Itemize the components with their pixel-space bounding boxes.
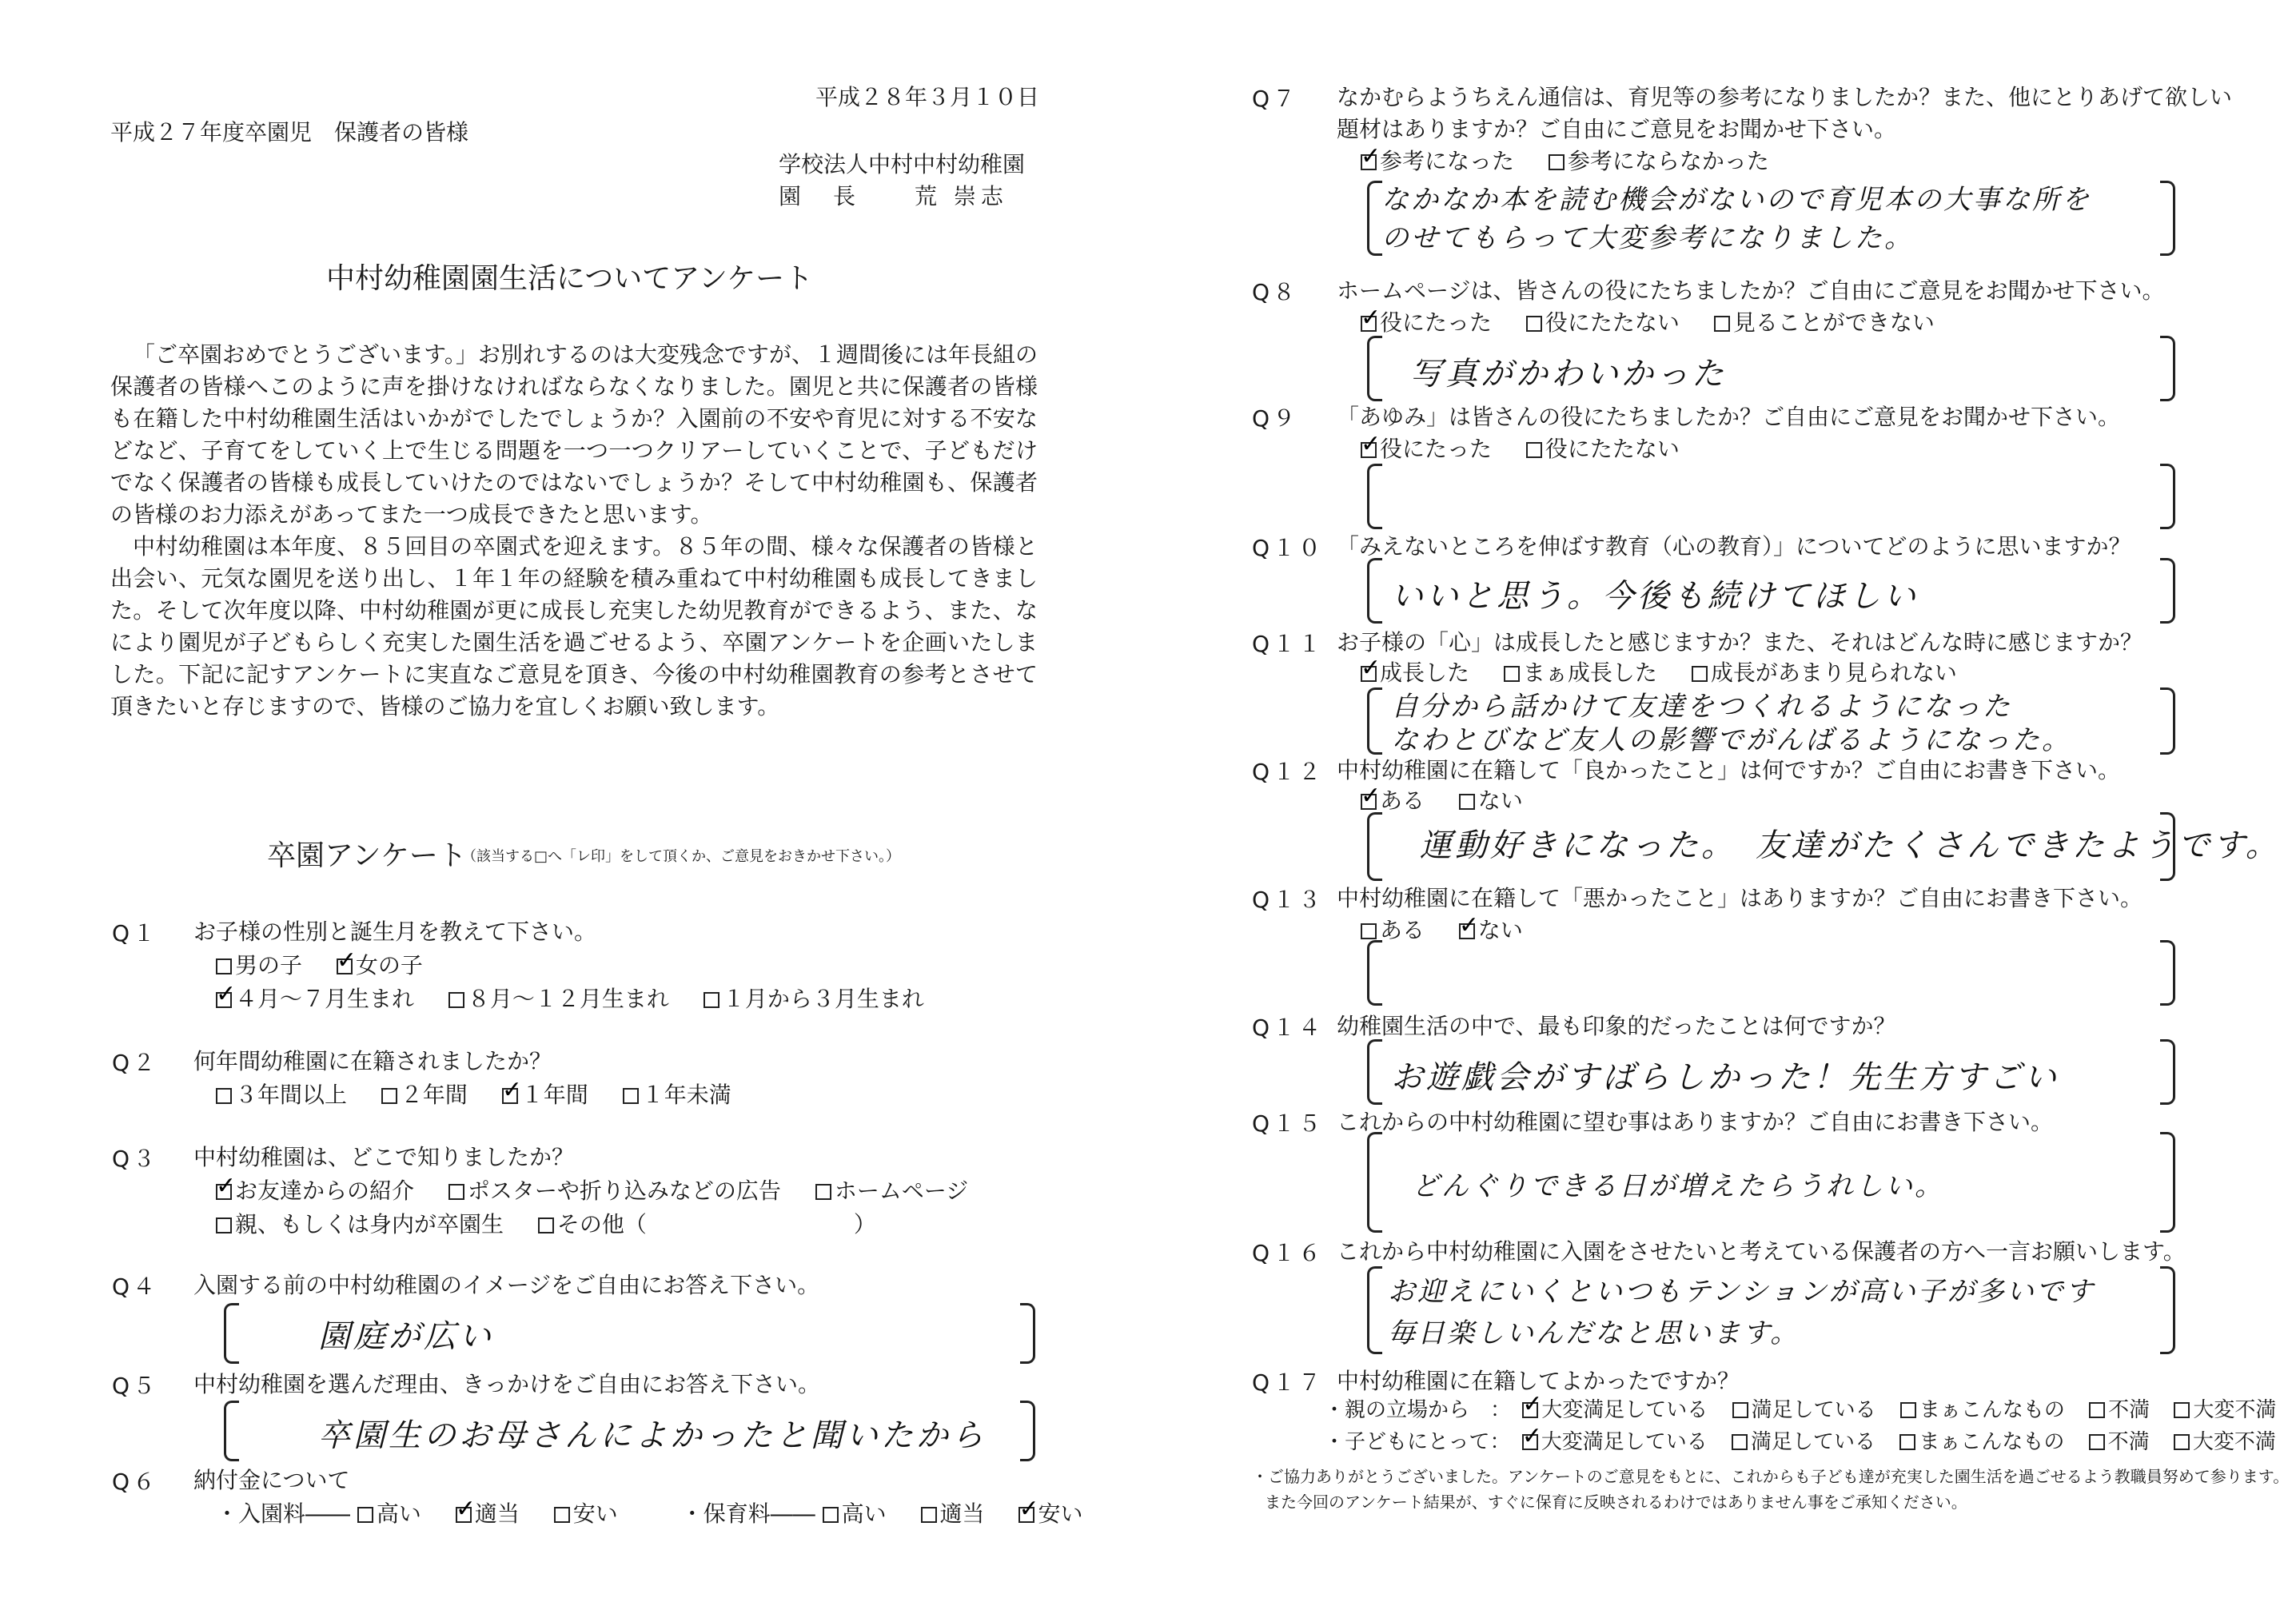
question-number: Q１６ xyxy=(1252,1240,1325,1266)
handwritten-answer: 園庭が広い xyxy=(318,1318,494,1355)
checkbox[interactable] xyxy=(1526,442,1542,458)
checkbox-checked[interactable] xyxy=(1361,666,1377,682)
question-text: 「みえないところを伸ばす教育（心の教育）」についてどのように思いますか？ xyxy=(1337,533,2131,560)
question-number: Q１０ xyxy=(1252,535,1325,561)
question-text: これからの中村幼稚園に望む事はありますか？ご自由にお書き下さい。 xyxy=(1337,1109,2054,1135)
question-text: これから中村幼稚園に入園をさせたいと考えている保護者の方へ一言お願いします。 xyxy=(1337,1238,2186,1265)
q17-parent-row: ・親の立場から ： ✓ 大変満足している 満足している まぁこんなもの 不満 大変不満 xyxy=(1324,1396,2276,1425)
q1-options-gender: 男の子 ✓ 女の子 xyxy=(216,950,450,982)
question-text: お子様の性別と誕生月を教えて下さい。 xyxy=(193,919,597,945)
q3-options-row1: ✓お友達からの紹介 ポスターや折り込みなどの広告 ホームページ xyxy=(216,1175,995,1207)
answer-bracket-left xyxy=(1367,181,1382,256)
q9-options: ✓役にたった 役にたたない xyxy=(1361,433,1707,465)
q13-options: ある ✓ ない xyxy=(1361,915,1550,946)
checkbox[interactable] xyxy=(216,1088,232,1104)
answer-bracket-left xyxy=(1367,336,1382,401)
checkbox[interactable] xyxy=(357,1507,373,1523)
q2-options: ３年間以上 ２年間 ✓ １年間 １年未満 xyxy=(216,1079,759,1111)
handwritten-answer: お遊戯会がすばらしかった！先生方すごい xyxy=(1391,1059,2059,1096)
question-number: Q１２ xyxy=(1252,759,1325,785)
checkbox[interactable] xyxy=(1504,666,1520,682)
question-text: お子様の「心」は成長したと感じますか？また、それはどんな時に感じますか？ xyxy=(1337,629,2143,656)
question-number: Q７ xyxy=(1252,86,1299,112)
letter-paragraph-2: 中村幼稚園は本年度、８５回目の卒園式を迎えます。８５年の間、様々な保護者の皆様と出会い、元気な園児を送り出し、１年１年の経験を積み重ねて中村幼稚園も成長してきました。そして次年度以降、中村幼稚園が更に成長し充実した幼児教育ができるよう、また、なにより園児が子どもらしく充実した園生活を過ごせるよう、卒園アンケートを企画いたしました。下記に記すアンケートに実直なご意見を頂き、今後の中村幼稚園教育の参考とさせて頂きたいと存じますので、皆様のご協力を宜しくお願い致します。 xyxy=(110,533,1038,719)
checkbox[interactable] xyxy=(704,992,719,1008)
checkbox-checked[interactable] xyxy=(1459,923,1475,939)
handwritten-answer: どんぐりできる日が増えたらうれしい。 xyxy=(1412,1170,1944,1202)
question-number: Q８ xyxy=(1252,279,1299,305)
answer-bracket-left xyxy=(1367,940,1382,1006)
letter-paragraph-1: 「ご卒園おめでとうございます。」お別れするのは大変残念ですが、１週間後には年長組の保護者の皆様へこのように声を掛けなければならなくなりました。園児と共に保護者の皆様も在籍した中村幼稚園生活はいかがでしたでしょうか？入園前の不安や育児に対する不安などなど、子育てをしていく上で生じる問題を一つ一つクリアーしていくことで、子どもだけでなく保護者の皆様も成長していけたのではないでしょうか？そして中村幼稚園も、保護者の皆様のお力添えがあってまた一つ成長できたと思います。 xyxy=(110,341,1038,528)
question-text: 中村幼稚園に在籍してよかったですか？ xyxy=(1337,1368,1740,1394)
handwritten-answer: お迎えにいくといつもテンションが高い子が多いです xyxy=(1388,1276,2095,1308)
question-text: 何年間幼稚園に在籍されましたか？ xyxy=(193,1048,552,1074)
handwritten-answer: のせてもらって大変参考になりました。 xyxy=(1381,222,1914,254)
answer-bracket-left xyxy=(1367,1132,1382,1233)
handwritten-answer: いいと思う。今後も続けてほしい xyxy=(1391,578,1919,615)
handwritten-answer: 卒園生のお母さんによかったと聞いたから xyxy=(318,1417,987,1454)
recipient-line: 平成２７年度卒園児 保護者の皆様 xyxy=(110,119,469,145)
q7-options: ✓参考になった 参考にならなかった xyxy=(1361,145,1796,177)
checkbox-checked[interactable] xyxy=(502,1088,518,1104)
question-text-cont: 題材はありますか？ご自由にご意見をお聞かせ下さい。 xyxy=(1337,116,1897,142)
checkbox-checked[interactable] xyxy=(216,1184,232,1200)
answer-bracket-left xyxy=(224,1303,239,1364)
checkbox[interactable] xyxy=(448,992,464,1008)
checkbox[interactable] xyxy=(216,1217,232,1233)
question-text: 中村幼稚園を選んだ理由、きっかけをご自由にお答え下さい。 xyxy=(193,1371,821,1397)
checkbox[interactable] xyxy=(381,1088,397,1104)
q1-options-birth-month: ✓４月〜７月生まれ ８月〜１２月生まれ １月から３月生まれ xyxy=(216,983,951,1015)
checkbox[interactable] xyxy=(448,1184,464,1200)
checkbox[interactable] xyxy=(2174,1434,2190,1450)
checkbox[interactable] xyxy=(1899,1434,1915,1450)
handwritten-answer: なわとびなど友人の影響でがんばるようになった。 xyxy=(1391,724,2071,756)
answer-bracket-right xyxy=(1020,1303,1035,1364)
document-date: 平成２８年３月１０日 xyxy=(815,84,1040,110)
checkbox[interactable] xyxy=(921,1507,937,1523)
question-number: Q１４ xyxy=(1252,1014,1325,1041)
answer-bracket-right xyxy=(2160,940,2175,1006)
answer-bracket-left xyxy=(1367,464,1382,529)
answer-bracket-left xyxy=(224,1401,239,1461)
question-number: Q１３ xyxy=(1252,887,1325,913)
page-title: 中村幼稚園園生活についてアンケート xyxy=(326,262,814,295)
answer-bracket-left xyxy=(1367,812,1382,881)
answer-bracket-right xyxy=(2160,1039,2175,1105)
answer-bracket-left xyxy=(1367,687,1382,755)
answer-bracket-right xyxy=(2160,464,2175,529)
question-text: 中村幼稚園は、どこで知りましたか？ xyxy=(193,1144,575,1170)
footer-note: ・ご協力ありがとうございました。アンケートのご意見をもとに、これからも子ども達が充実した園生活を過ごせるよう教職員努めて参ります。 xyxy=(1252,1467,2290,1486)
organization-name: 学校法人中村中村幼稚園 xyxy=(779,151,1026,177)
question-number: Q１１ xyxy=(1252,631,1325,657)
question-number: Q３ xyxy=(112,1146,159,1172)
survey-title: 卒園アンケート xyxy=(267,839,467,872)
checkbox-checked[interactable] xyxy=(1361,154,1377,170)
checkbox-checked[interactable] xyxy=(1361,316,1377,332)
question-number: Q１５ xyxy=(1252,1110,1325,1137)
answer-bracket-left xyxy=(1367,558,1382,624)
handwritten-answer: なかなか本を読む機会がないので育児本の大事な所を xyxy=(1381,184,2091,216)
checkbox-checked[interactable] xyxy=(1522,1402,1538,1418)
question-text: なかむらようちえん通信は、育児等の参考になりましたか？また、他にとりあげて欲しい xyxy=(1337,84,2233,110)
checkbox[interactable] xyxy=(1459,794,1475,810)
checkbox[interactable] xyxy=(623,1088,639,1104)
question-text: 納付金について xyxy=(193,1467,350,1493)
checkbox[interactable] xyxy=(538,1217,554,1233)
handwritten-answer: 毎日楽しいんだなと思います。 xyxy=(1388,1317,1800,1349)
checkbox[interactable] xyxy=(2174,1402,2190,1418)
question-text: 「あゆみ」は皆さんの役にたちましたか？ご自由にご意見をお聞かせ下さい。 xyxy=(1337,404,2121,430)
checkbox[interactable] xyxy=(1900,1402,1916,1418)
checkbox[interactable] xyxy=(2089,1402,2105,1418)
checkbox-checked[interactable] xyxy=(1361,794,1377,810)
checkbox[interactable] xyxy=(1692,666,1708,682)
question-number: Q１７ xyxy=(1252,1369,1325,1396)
checkbox[interactable] xyxy=(216,958,232,974)
survey-instruction: （該当する□へ「レ印」をして頂くか、ご意見をおきかせ下さい。） xyxy=(462,848,901,865)
checkbox[interactable] xyxy=(823,1507,839,1523)
question-text: 中村幼稚園に在籍して「悪かったこと」はありますか？ご自由にお書き下さい。 xyxy=(1337,885,2143,911)
question-number: Q９ xyxy=(1252,405,1299,432)
question-text: 中村幼稚園に在籍して「良かったこと」は何ですか？ご自由にお書き下さい。 xyxy=(1337,757,2121,783)
checkbox[interactable] xyxy=(1361,923,1377,939)
question-number: Q１ xyxy=(112,920,159,946)
answer-bracket-right xyxy=(2160,687,2175,755)
checkbox[interactable] xyxy=(1526,316,1542,332)
answer-bracket-right xyxy=(2160,181,2175,256)
q12-options: ✓ある ない xyxy=(1361,785,1550,817)
principal-name: 園 長 荒 崇志 xyxy=(779,183,1008,209)
checkbox[interactable] xyxy=(1549,154,1565,170)
question-number: Q６ xyxy=(112,1469,159,1495)
checkbox-checked[interactable] xyxy=(1522,1434,1538,1450)
q17-child-row: ・子どもにとって： ✓ 大変満足している 満足している まぁこんなもの 不満 大変不満 xyxy=(1324,1428,2276,1457)
answer-bracket-right xyxy=(1020,1401,1035,1461)
answer-bracket-left xyxy=(1367,1039,1382,1105)
answer-bracket-right xyxy=(2160,1132,2175,1233)
handwritten-answer: 運動好きになった。 友達がたくさんできたようです。 xyxy=(1420,827,2281,864)
question-text: ホームページは、皆さんの役にたちましたか？ご自由にご意見をお聞かせ下さい。 xyxy=(1337,277,2165,304)
checkbox-checked[interactable] xyxy=(337,958,353,974)
question-text: 入園する前の中村幼稚園のイメージをご自由にお答え下さい。 xyxy=(193,1272,820,1298)
footer-note: また今回のアンケート結果が、すぐに保育に反映されるわけではありません事をご承知ください。 xyxy=(1265,1492,1967,1512)
checkbox-checked[interactable] xyxy=(456,1507,472,1523)
question-number: Q４ xyxy=(112,1273,159,1300)
q11-options: ✓成長した まぁ成長した 成長があまり見られない xyxy=(1361,657,1984,689)
checkbox-checked[interactable] xyxy=(1018,1507,1034,1523)
checkbox[interactable] xyxy=(554,1507,570,1523)
answer-bracket-right xyxy=(2160,1266,2175,1354)
q8-options: ✓役にたった 役にたたない 見ることができない xyxy=(1361,307,1962,339)
checkbox[interactable] xyxy=(1732,1434,1748,1450)
answer-bracket-left xyxy=(1367,1266,1382,1354)
q3-options-row2: 親、もしくは身内が卒園生 その他（ ） xyxy=(216,1209,876,1241)
question-text: 幼稚園生活の中で、最も印象的だったことは何ですか？ xyxy=(1337,1013,1896,1039)
question-number: Q２ xyxy=(112,1050,159,1076)
handwritten-answer: 自分から話かけて友達をつくれるようになった xyxy=(1391,691,2012,723)
checkbox[interactable] xyxy=(2089,1434,2105,1450)
checkbox[interactable] xyxy=(1714,316,1730,332)
question-number: Q５ xyxy=(112,1373,159,1399)
checkbox-checked[interactable] xyxy=(216,992,232,1008)
q6-options: ・入園料―― 高い ✓ 適当 安い ・保育料―― 高い 適当 ✓ 安い xyxy=(216,1498,1110,1530)
checkbox-checked[interactable] xyxy=(1361,442,1377,458)
handwritten-answer: 写真がかわいかった xyxy=(1410,356,1727,393)
answer-bracket-right xyxy=(2160,558,2175,624)
checkbox[interactable] xyxy=(815,1184,831,1200)
answer-bracket-right xyxy=(2160,336,2175,401)
checkbox[interactable] xyxy=(1732,1402,1748,1418)
